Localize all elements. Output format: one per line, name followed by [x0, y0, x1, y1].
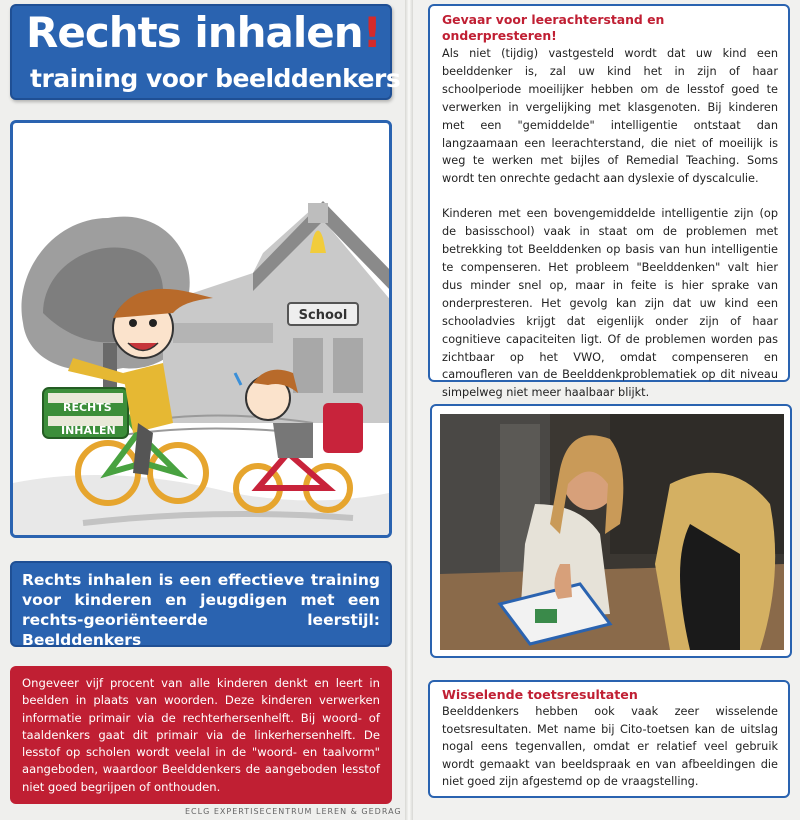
info-box — [10, 666, 392, 804]
title-text: Rechts inhalen — [26, 8, 363, 57]
page-fold — [405, 0, 413, 820]
page-title — [26, 8, 381, 57]
title-exclamation: ! — [362, 8, 381, 57]
danger-paragraph-1: Als niet (tijdig) vastgesteld wordt dat uw kind een beelddenker is, zal uw kind het in zijn of haar schoolperiode moeilijker hebben om de lesstof goed te verwerken in vergelijking met klasgenoten. Bij kinderen met een "gemiddelde" intelligentie ontstaat dan langzaamaan een leerachterstand, die niet of moeilijk is weg te werken met bijles of Remedial Teaching. Soms wordt ten onrechte gedacht aan dyslexie of dyscalculie. — [442, 47, 778, 186]
danger-paragraph-2: Kinderen met een bovengemiddelde intelligentie zijn (op de basisschool) vaak in staat om de problemen met betrekking tot Beelddenken op basis van hun intelligentie te compenseren. Het probleem "Beelddenken" valt hier dus minder snel op, maar in feite is hier sprake van onderpresteren. Het gevolg kan zijn dat uw kind een schooladvies krijgt dat eigenlijk onder zijn of haar cognitieve capaciteiten ligt. Of de problemen worden pas zichtbaar op het VWO, omdat compenseren en camoufleren van de Beelddenkproblematiek op dit niveau simpelweg niet meer haalbaar blijkt. — [442, 207, 778, 400]
photo-frame — [430, 404, 792, 658]
danger-heading: Gevaar voor leerachterstand en onderpresteren! — [442, 12, 665, 43]
cyclists-cartoon — [13, 123, 389, 535]
book-stack-2 — [323, 403, 363, 453]
book-label-1: RECHTS — [63, 401, 112, 414]
danger-section — [428, 4, 790, 400]
results-paragraph: Beelddenkers hebben ook vaak zeer wisselende toetsresultaten. Met name bij Cito-toetsen kan de uitslag nogal eens tegenvallen, omdat er relatief veel gebruik wordt gemaakt van beeldspraak en van afbeeldingen die niet goed zijn afgestemd op de vraagstelling. — [442, 705, 778, 789]
cartoon-illustration — [10, 120, 392, 538]
results-heading: Wisselende toetsresultaten — [442, 687, 638, 702]
info-text: Ongeveer vijf procent van alle kinderen denkt en leert in beelden in plaats van woorden. Deze kinderen verwerken informatie primair via de rechterhersenhelft. Bij woord- of taaldenkers gaat dit primair via de linkerhersenhelft. De lesstof op scholen wordt veelal in de "woord- en taalvorm" aangeboden, waardoor Beelddenkers de aangeboden lesstof niet goed begrijpen of onthouden. — [22, 676, 380, 794]
page-subtitle: training voor beelddenkers — [30, 64, 401, 93]
results-section — [428, 680, 790, 798]
school-sign-label: School — [298, 308, 348, 323]
footer-text: ECLG EXPERTISECENTRUM LEREN & GEDRAG — [185, 807, 402, 816]
title-banner — [10, 4, 401, 100]
tutoring-photo — [440, 414, 784, 650]
book-label-2: INHALEN — [61, 424, 116, 437]
intro-box — [10, 561, 392, 647]
photo-scene — [440, 414, 784, 650]
intro-text: Rechts inhalen is een effectieve training voor kinderen en jeugdigen met een rechts-georiënteerde leerstijl: Beelddenkers — [22, 571, 380, 649]
